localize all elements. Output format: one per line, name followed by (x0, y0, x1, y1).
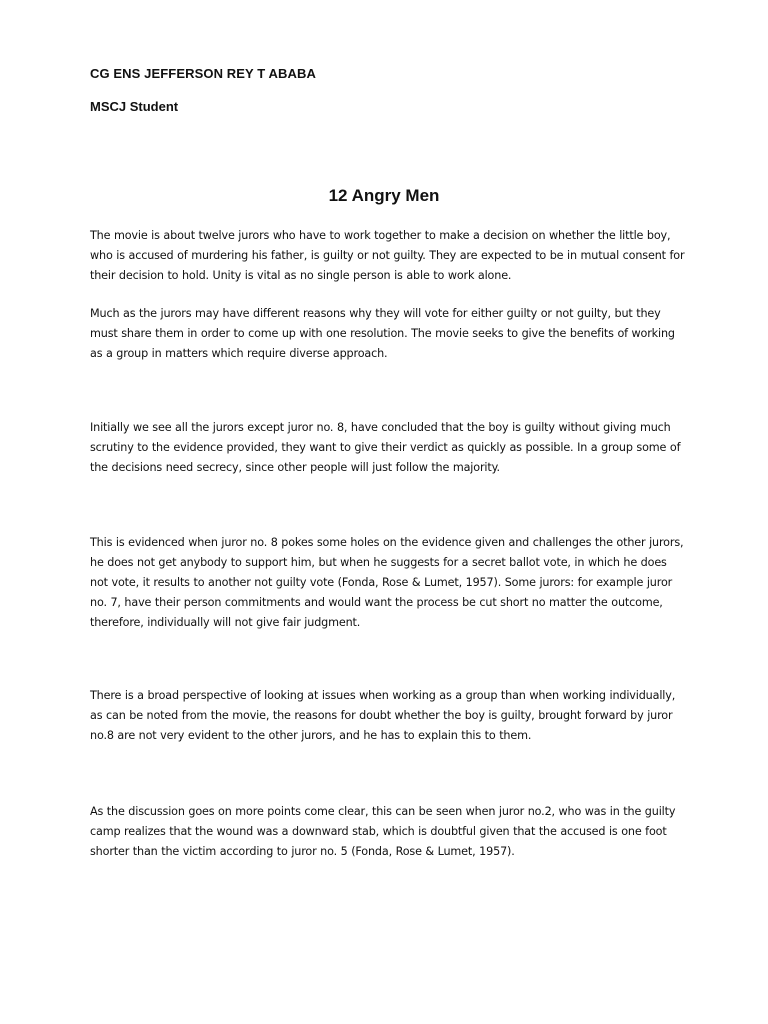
paragraph-2: Much as the jurors may have different reasons why they will vote for either guilty or not guilty, but they must share them in order to come up with one resolution. The movie seeks to give the benefits of working as a group in matters which require diverse approach. (90, 307, 675, 360)
paragraph-3: Initially we see all the jurors except juror no. 8, have concluded that the boy is guilty without giving much scrutiny to the evidence provided, they want to give their verdict as quickly as possible. In a group some of the decisions need secrecy, since other people will just follow the majority. (90, 421, 681, 474)
document-title: 12 Angry Men (328, 186, 440, 205)
paragraph-5: There is a broad perspective of looking at issues when working as a group than when working individually, as can be noted from the movie, the reasons for doubt whether the boy is guilty, brought forward by juror no.8 are not very evident to the other jurors, and he has to explain this to them. (90, 689, 676, 742)
author-name: CG ENS JEFFERSON REY T ABABA (90, 66, 316, 81)
paragraph-1: The movie is about twelve jurors who have to work together to make a decision on whether the little boy, who is accused of murdering his father, is guilty or not guilty. They are expected to be in mutual consent for their decision to hold. Unity is vital as no single person is able to work alone. (90, 229, 685, 282)
paragraph-4: This is evidenced when juror no. 8 pokes some holes on the evidence given and challenges the other jurors, he does not get anybody to support him, but when he suggests for a secret ballot vote, in which he does not vote, it results to another not guilty vote (Fonda, Rose & Lumet, 1957). Some jurors: for example juror no. 7, have their person commitments and would want the process be cut short no matter the outcome, therefore, individually will not give fair judgment. (90, 536, 684, 629)
author-role: MSCJ Student (90, 99, 179, 114)
paragraph-6: As the discussion goes on more points come clear, this can be seen when juror no.2, who was in the guilty camp realizes that the wound was a downward stab, which is doubtful given that the accused is one foot shorter than the victim according to juror no. 5 (Fonda, Rose & Lumet, 1957). (90, 805, 676, 858)
